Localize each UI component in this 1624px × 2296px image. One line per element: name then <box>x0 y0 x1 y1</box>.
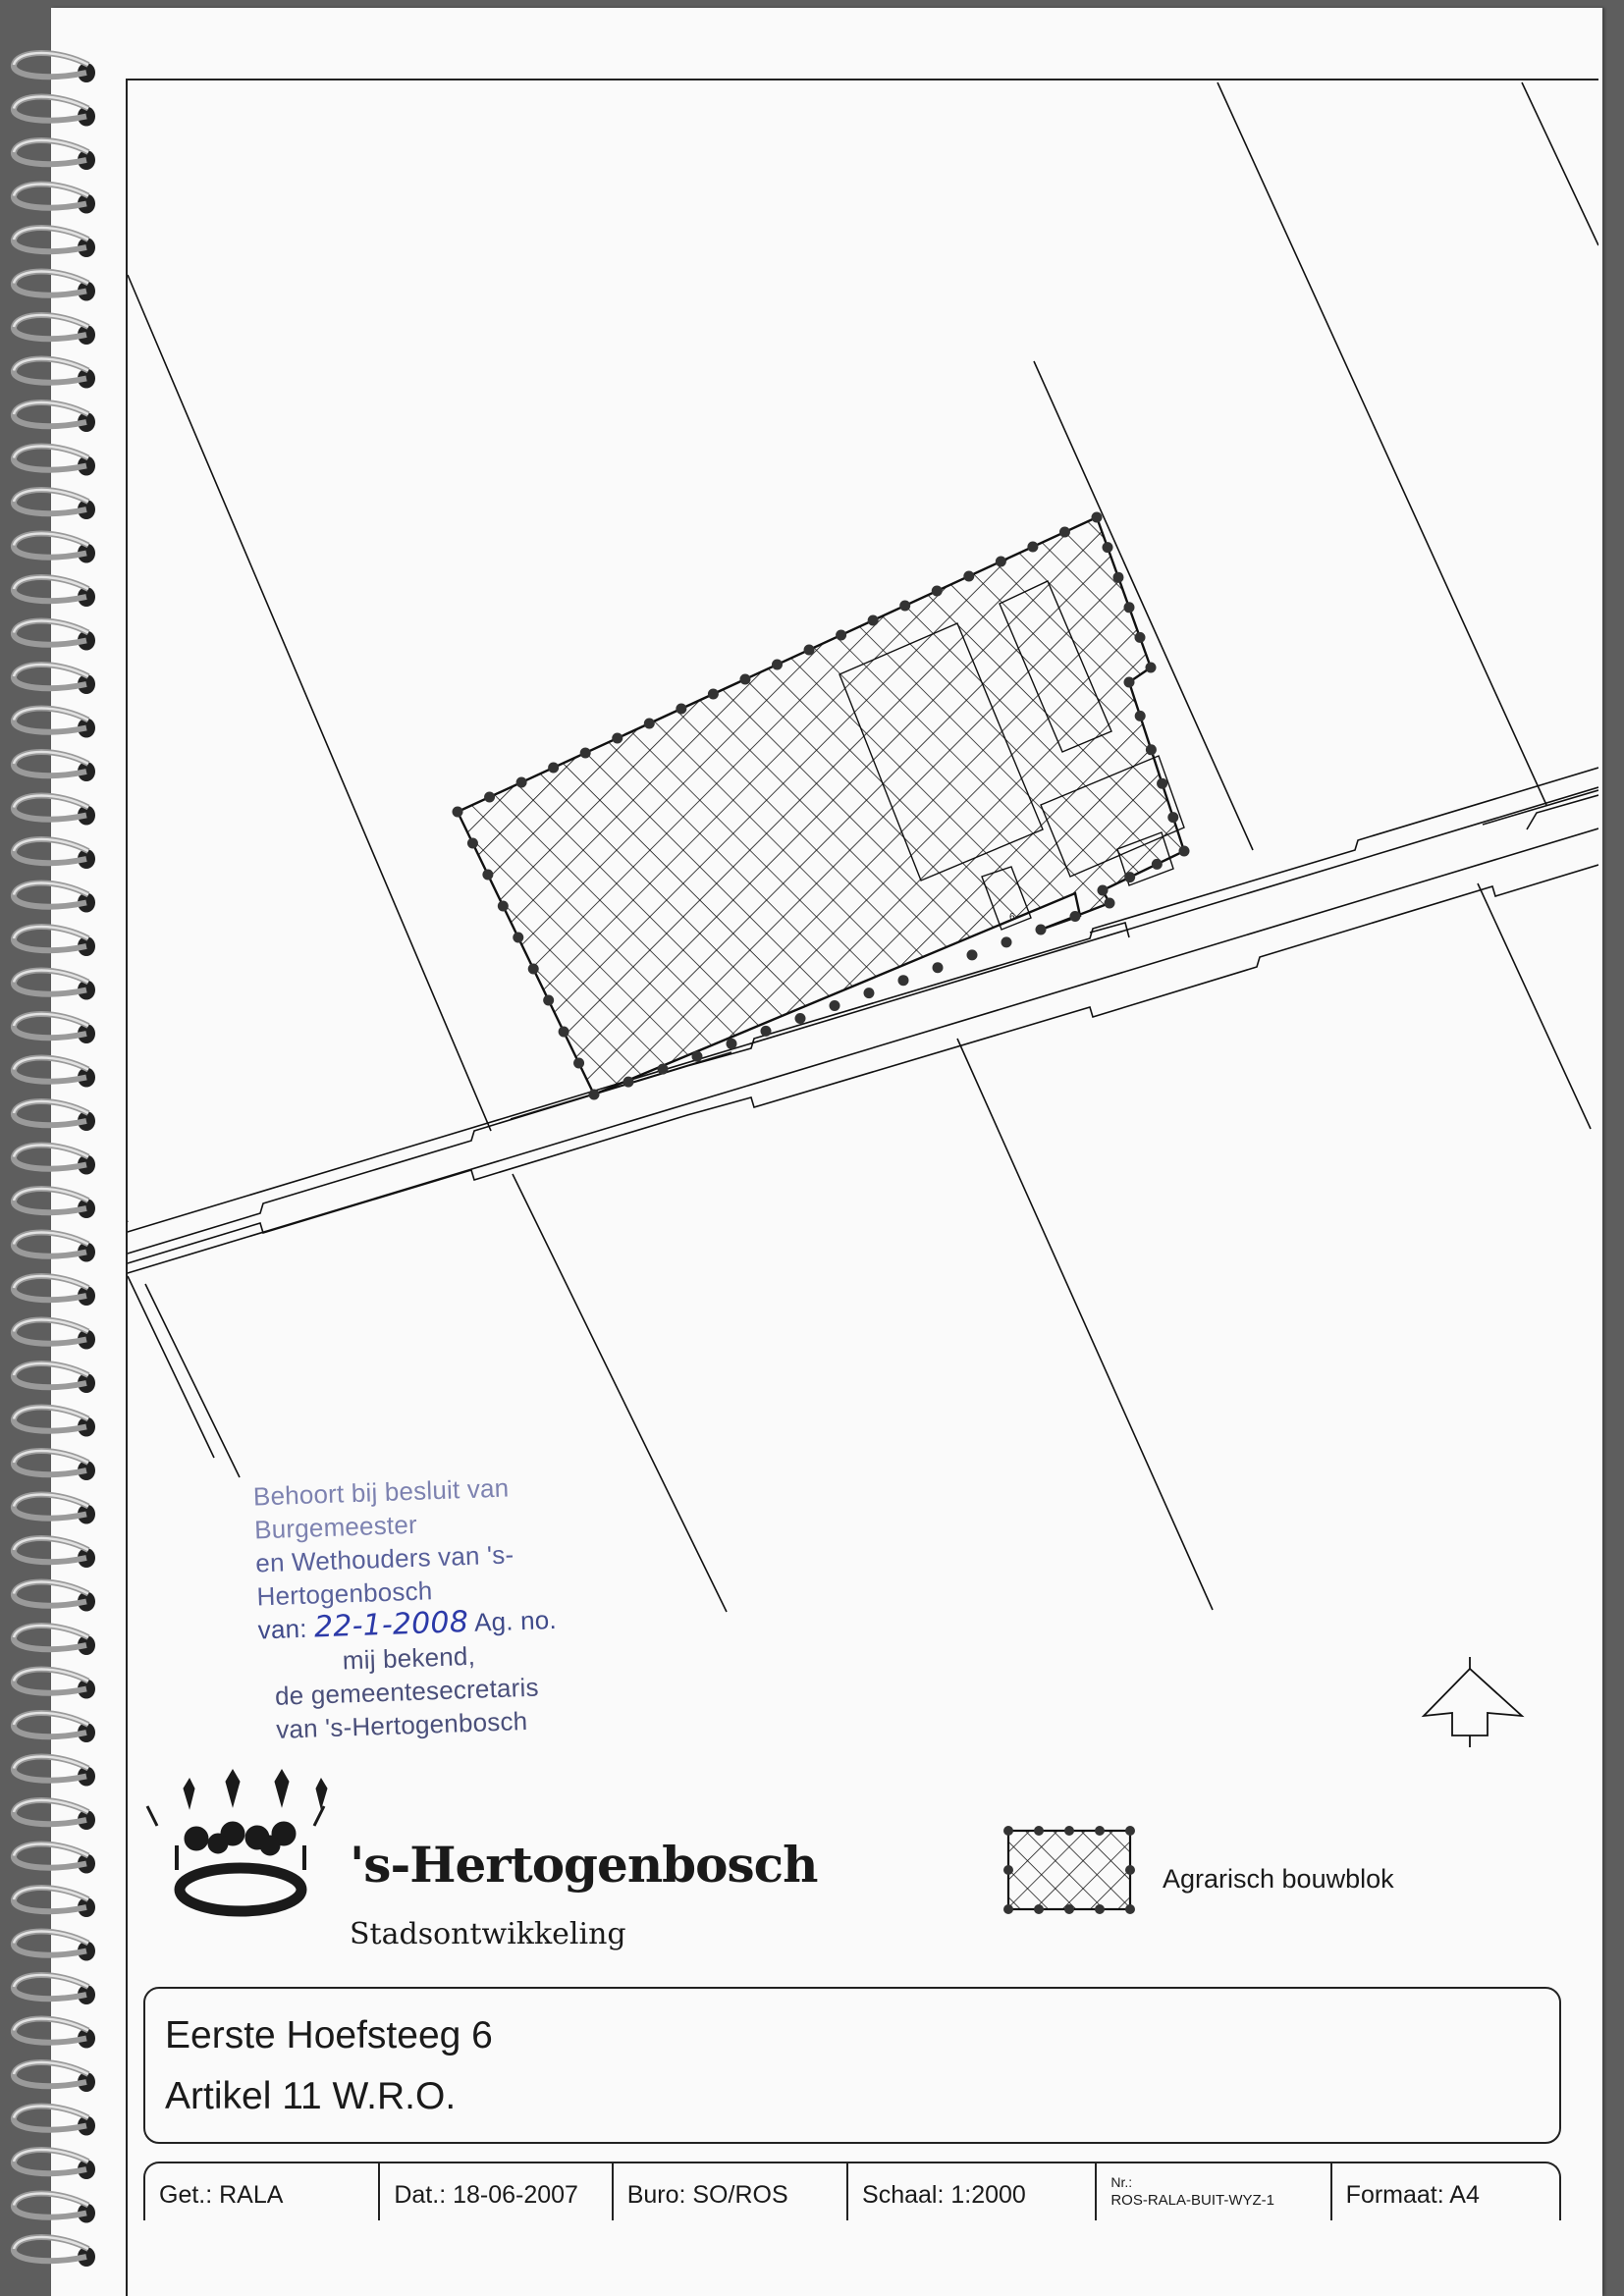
boundary-dot <box>830 1000 840 1011</box>
boundary-dot <box>739 674 750 685</box>
legend-swatch <box>1008 1831 1130 1909</box>
parcel-line <box>1522 82 1598 245</box>
legend-dot <box>1003 1904 1013 1914</box>
municipality-name: 's-Hertogenbosch <box>350 1836 818 1894</box>
boundary-dot <box>1070 911 1081 922</box>
drawing-info-bar <box>143 2162 1561 2220</box>
parcel-line <box>128 275 491 1131</box>
boundary-dot <box>453 807 463 818</box>
boundary-dot <box>1152 859 1163 870</box>
info-scale: Schaal: 1:2000 <box>848 2163 1097 2220</box>
boundary-dot <box>933 962 944 973</box>
info-drawn-by: Get.: RALA <box>145 2163 380 2220</box>
boundary-dot <box>573 1058 584 1069</box>
boundary-dot <box>543 995 554 1006</box>
boundary-dot <box>612 733 623 744</box>
road-lane <box>1483 790 1598 825</box>
legend-dot <box>1003 1826 1013 1836</box>
parcel-line <box>128 1276 214 1458</box>
boundary-dot <box>1098 885 1109 896</box>
boundary-dot <box>932 586 943 597</box>
legend-dot <box>1003 1865 1013 1875</box>
title-address: Eerste Hoefsteeg 6 <box>165 2014 493 2056</box>
boundary-dot <box>1113 572 1124 583</box>
boundary-dot <box>658 1064 669 1075</box>
north-arrow-icon <box>1424 1657 1522 1747</box>
info-number <box>1097 2163 1331 2220</box>
info-format: Formaat: A4 <box>1345 2181 1480 2209</box>
boundary-dot <box>868 615 879 626</box>
legend-dot <box>1064 1826 1074 1836</box>
legend-dot <box>1034 1904 1044 1914</box>
parcel-line <box>957 1039 1213 1610</box>
legend-dot <box>1064 1904 1074 1914</box>
info-number-label: Nr.: <box>1110 2174 1133 2190</box>
boundary-dot <box>761 1026 772 1037</box>
info-number-value: ROS-RALA-BUIT-WYZ-1 <box>1110 2192 1275 2209</box>
boundary-dot <box>795 1013 806 1024</box>
boundary-dot <box>1135 711 1146 721</box>
boundary-dot <box>1124 677 1135 688</box>
boundary-dot <box>967 949 978 960</box>
title-box <box>143 1987 1561 2144</box>
legend-dot <box>1125 1904 1135 1914</box>
boundary-dot <box>864 988 875 998</box>
legend-dot <box>1125 1865 1135 1875</box>
legend-dot <box>1095 1904 1105 1914</box>
boundary-dot <box>589 1090 600 1100</box>
parcel-line <box>118 1202 128 1222</box>
boundary-dot <box>1135 632 1146 643</box>
boundary-dot <box>516 777 527 788</box>
parcel-number: 6 <box>1009 912 1015 923</box>
legend-dot <box>1034 1826 1044 1836</box>
boundary-dot <box>1059 527 1070 538</box>
stamp-date-handwritten: 22-1-2008 <box>313 1605 469 1645</box>
boundary-dot <box>498 901 509 912</box>
boundary-dot <box>1103 542 1113 553</box>
boundary-dot <box>772 660 783 670</box>
crown-logo-icon <box>147 1770 327 1911</box>
boundary-dot <box>708 689 719 700</box>
parcel-line <box>1218 82 1546 805</box>
approval-stamp <box>252 1466 683 1747</box>
stamp-date-prefix: van: <box>257 1613 308 1645</box>
boundary-dot <box>1036 925 1047 935</box>
stamp-line-1: Behoort bij besluit van Burgemeester <box>252 1472 510 1545</box>
agricultural-building-block <box>458 517 1184 1095</box>
boundary-dot <box>1027 542 1038 553</box>
legend-label: Agrarisch bouwblok <box>1163 1864 1394 1894</box>
boundary-dot <box>513 933 523 943</box>
stamp-line-5: de gemeentesecretaris <box>274 1672 540 1711</box>
department-name: Stadsontwikkeling <box>350 1917 626 1951</box>
title-article: Artikel 11 W.R.O. <box>165 2075 457 2117</box>
stamp-ag-no: Ag. no. <box>473 1604 558 1637</box>
boundary-dot <box>963 571 974 582</box>
boundary-dot <box>899 601 910 612</box>
boundary-dot <box>484 792 495 803</box>
boundary-dot <box>528 964 539 975</box>
boundary-dot <box>623 1077 634 1088</box>
boundary-dot <box>1001 936 1012 947</box>
parcel-line <box>145 1284 240 1477</box>
boundary-dot <box>1092 512 1103 523</box>
boundary-dot <box>1105 898 1115 909</box>
boundary-dot <box>1167 812 1178 823</box>
boundary-dot <box>1124 602 1135 613</box>
legend-dot <box>1095 1826 1105 1836</box>
boundary-dot <box>898 975 909 986</box>
boundary-dot <box>467 838 478 849</box>
stamp-line-6: van 's-Hertogenbosch <box>275 1705 528 1744</box>
boundary-dot <box>1157 778 1167 789</box>
boundary-dot <box>580 748 591 759</box>
boundary-dot <box>1179 846 1190 857</box>
boundary-dot <box>804 645 815 656</box>
info-date: Dat.: 18-06-2007 <box>380 2163 613 2220</box>
boundary-dot <box>836 630 846 641</box>
boundary-dot <box>1124 872 1135 882</box>
boundary-dot <box>1146 744 1157 755</box>
boundary-dot <box>559 1027 569 1038</box>
stamp-line-4: mij bekend, <box>342 1640 476 1676</box>
boundary-dot <box>1146 663 1157 673</box>
stamp-line-2: en Wethouders van 's-Hertogenbosch <box>254 1539 514 1612</box>
info-office: Buro: SO/ROS <box>614 2163 848 2220</box>
boundary-dot <box>644 719 655 729</box>
boundary-dot <box>692 1051 703 1062</box>
boundary-dot <box>482 870 493 881</box>
legend-dot <box>1125 1826 1135 1836</box>
boundary-dot <box>548 763 559 774</box>
parcel-line <box>1478 883 1591 1129</box>
boundary-dot <box>996 557 1006 567</box>
boundary-dot <box>676 704 686 715</box>
boundary-dot <box>727 1039 737 1049</box>
